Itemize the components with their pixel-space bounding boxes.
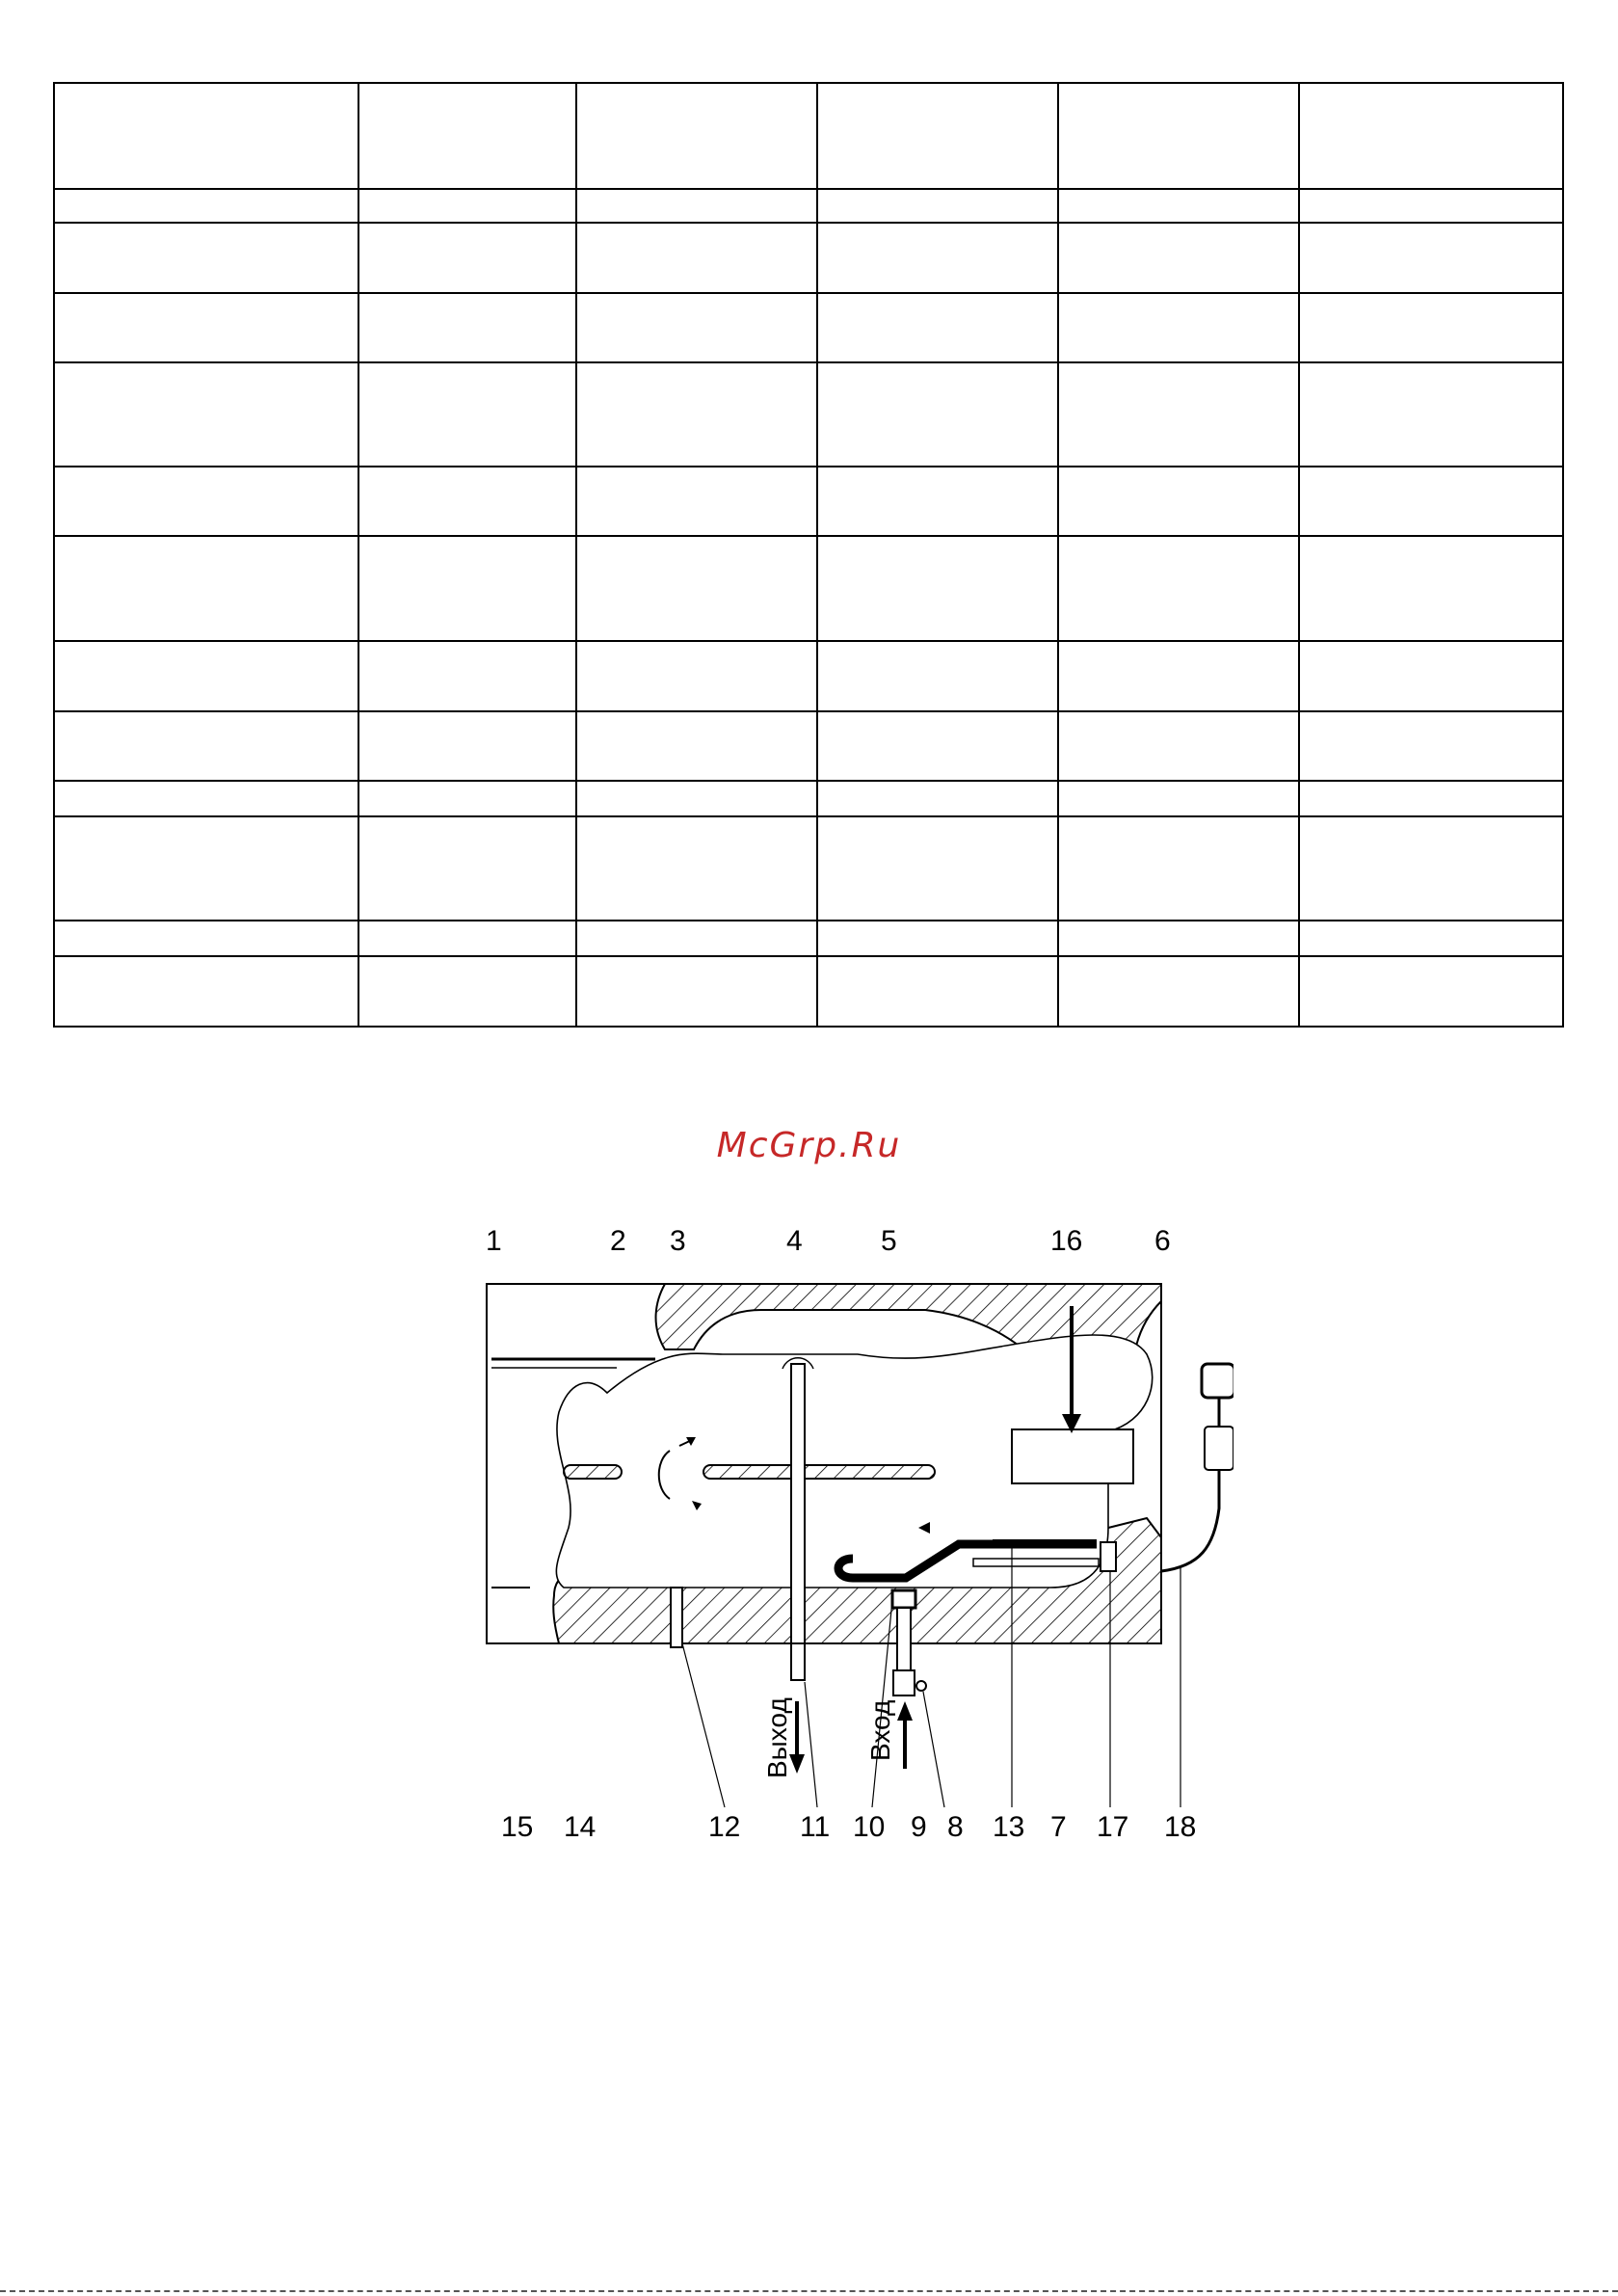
- inlet-flow-label: Вход: [865, 1699, 895, 1761]
- table-cell: [817, 956, 1058, 1027]
- table-cell: [358, 536, 576, 641]
- callout-13: 13: [993, 1811, 1025, 1843]
- table-cell: [54, 83, 358, 189]
- callout-17: 17: [1097, 1811, 1129, 1843]
- table-cell: [817, 83, 1058, 189]
- table-cell: [358, 781, 576, 816]
- callout-5: 5: [881, 1225, 897, 1257]
- power-cord: [1161, 1470, 1219, 1571]
- table-row: [54, 293, 1563, 363]
- safety-valve: [893, 1670, 915, 1695]
- table-cell: [358, 467, 576, 536]
- table-cell: [358, 362, 576, 467]
- table-cell: [358, 956, 576, 1027]
- outlet-flow-label: Выход: [762, 1697, 792, 1778]
- outlet-stub: [791, 1643, 805, 1680]
- callout-8: 8: [947, 1811, 964, 1843]
- table-cell: [1299, 362, 1563, 467]
- table-cell: [576, 921, 817, 956]
- baffle-right: [703, 1465, 935, 1479]
- table-cell: [576, 956, 817, 1027]
- inlet-pipe: [897, 1608, 911, 1670]
- table-row: [54, 536, 1563, 641]
- table-cell: [1299, 641, 1563, 712]
- table-cell: [54, 536, 358, 641]
- display-window: [1012, 1429, 1133, 1483]
- table-cell: [1058, 711, 1299, 781]
- table-cell: [817, 711, 1058, 781]
- table-cell: [1058, 83, 1299, 189]
- leader-11: [805, 1682, 817, 1807]
- rcd-unit: [1205, 1427, 1233, 1470]
- table-cell: [817, 223, 1058, 293]
- table-cell: [817, 921, 1058, 956]
- table-cell: [1058, 641, 1299, 712]
- table-cell: [576, 536, 817, 641]
- table-cell: [54, 956, 358, 1027]
- table-cell: [1299, 83, 1563, 189]
- table-cell: [817, 362, 1058, 467]
- table-cell: [1299, 536, 1563, 641]
- table-cell: [54, 467, 358, 536]
- table-cell: [576, 83, 817, 189]
- table-row: [54, 362, 1563, 467]
- table-cell: [576, 293, 817, 363]
- callout-16: 16: [1050, 1225, 1083, 1257]
- table-cell: [1058, 956, 1299, 1027]
- callout-4: 4: [786, 1225, 803, 1257]
- table-cell: [1058, 781, 1299, 816]
- table-cell: [1299, 781, 1563, 816]
- watermark-text: McGrp.Ru: [716, 1126, 902, 1165]
- table-cell: [358, 711, 576, 781]
- table-row: [54, 781, 1563, 816]
- outlet-pipe: [791, 1364, 805, 1643]
- table-row: [54, 956, 1563, 1027]
- thermostat-probe: [973, 1559, 1099, 1566]
- callout-1: 1: [486, 1225, 502, 1257]
- leader-12: [682, 1643, 725, 1807]
- table-cell: [1299, 467, 1563, 536]
- water-heater-diagram: [472, 1210, 1233, 1865]
- table-cell: [576, 781, 817, 816]
- valve-lever: [916, 1681, 926, 1691]
- table-cell: [358, 189, 576, 223]
- table-cell: [1299, 711, 1563, 781]
- table-row: [54, 641, 1563, 712]
- table-cell: [1058, 921, 1299, 956]
- table-cell: [358, 921, 576, 956]
- table-cell: [817, 641, 1058, 712]
- table-cell: [576, 641, 817, 712]
- callout-12: 12: [708, 1811, 741, 1843]
- table-cell: [817, 536, 1058, 641]
- inlet-diffuser: [892, 1590, 915, 1608]
- callout-14: 14: [564, 1811, 597, 1843]
- table-row: [54, 711, 1563, 781]
- spec-table: [53, 82, 1564, 1028]
- table-cell: [817, 467, 1058, 536]
- table-cell: [1299, 293, 1563, 363]
- table-cell: [358, 816, 576, 921]
- table-cell: [576, 467, 817, 536]
- table-cell: [1058, 467, 1299, 536]
- table-cell: [1299, 921, 1563, 956]
- table-cell: [817, 781, 1058, 816]
- table-row: [54, 223, 1563, 293]
- callout-7: 7: [1050, 1811, 1067, 1843]
- table-cell: [358, 293, 576, 363]
- table-cell: [358, 83, 576, 189]
- table-cell: [54, 781, 358, 816]
- callout-9: 9: [911, 1811, 927, 1843]
- table-cell: [576, 711, 817, 781]
- table-cell: [1299, 223, 1563, 293]
- callout-15: 15: [501, 1811, 534, 1843]
- table-row: [54, 83, 1563, 189]
- table-cell: [817, 816, 1058, 921]
- callout-3: 3: [670, 1225, 686, 1257]
- table-cell: [1058, 536, 1299, 641]
- table-cell: [54, 362, 358, 467]
- plug: [1202, 1364, 1233, 1398]
- table-row: [54, 189, 1563, 223]
- table-cell: [54, 711, 358, 781]
- table-row: [54, 921, 1563, 956]
- inlet-flow-arrowhead: [897, 1701, 913, 1721]
- table-cell: [576, 362, 817, 467]
- table-cell: [576, 189, 817, 223]
- table-cell: [358, 641, 576, 712]
- table-cell: [1058, 293, 1299, 363]
- table-cell: [1058, 816, 1299, 921]
- table-cell: [54, 223, 358, 293]
- flange: [1101, 1542, 1116, 1571]
- table-cell: [817, 189, 1058, 223]
- table-row: [54, 467, 1563, 536]
- table-cell: [54, 293, 358, 363]
- baffle-left: [564, 1465, 622, 1479]
- table-cell: [358, 223, 576, 293]
- table-row: [54, 816, 1563, 921]
- table-cell: [54, 641, 358, 712]
- callout-2: 2: [610, 1225, 626, 1257]
- table-cell: [1299, 189, 1563, 223]
- table-cell: [1058, 362, 1299, 467]
- table-cell: [817, 293, 1058, 363]
- table-cell: [54, 816, 358, 921]
- table-cell: [54, 921, 358, 956]
- table-cell: [1058, 189, 1299, 223]
- footer-rule: [0, 2290, 1618, 2292]
- drain-fitting: [671, 1588, 682, 1647]
- table-cell: [576, 223, 817, 293]
- callout-10: 10: [853, 1811, 886, 1843]
- table-cell: [1299, 956, 1563, 1027]
- callout-11: 11: [800, 1811, 831, 1843]
- table-cell: [576, 816, 817, 921]
- leader-8: [923, 1692, 944, 1807]
- table-cell: [54, 189, 358, 223]
- callout-6: 6: [1154, 1225, 1171, 1257]
- callout-18: 18: [1164, 1811, 1197, 1843]
- table-cell: [1058, 223, 1299, 293]
- table-cell: [1299, 816, 1563, 921]
